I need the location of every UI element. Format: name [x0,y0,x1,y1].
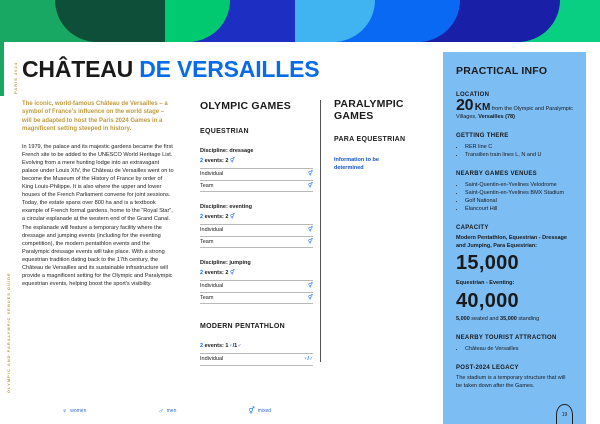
events-num: /1 [232,343,238,349]
list-item: • Élancourt Hill [465,205,573,213]
event-name: Individual [200,356,224,363]
men-icon: ♂ [237,343,242,349]
column-divider [320,100,321,362]
table-row [200,293,313,305]
events-label: events: [204,214,224,220]
legend-mixed [248,407,271,415]
men-icon: ♂ [158,407,164,415]
events-line [200,270,313,276]
discipline-jumping [200,260,313,304]
practical-info-panel [443,52,586,424]
page-number-badge [556,404,573,424]
paralympic-games-heading: PARALYMPIC GAMES [334,98,404,122]
mixed-gender-icon: ⚥ [308,294,313,301]
mixed-gender-icon: ⚥ [229,158,235,164]
event-name: Team [200,182,214,189]
event-name: Individual [200,171,224,178]
capacity-heading: CAPACITY [456,225,489,231]
discipline-dressage [200,148,313,192]
events-num: 2 [225,158,229,164]
mixed-gender-icon: ⚥ [308,182,313,189]
body-paragraph: In 1979, the palace and its majestic gardens became the first French site to be added to the UNESCO World Heritage List. Evolving from a mere hunting lodge into an extravagant palace under Louis XIV, the Château de Versailles went on to become the Museum of the History of France by order of King Louis-Philippe. It is also where the upper and lower houses of the French Parliament convene for joint sessions. Today, the estate spans over 800 ha and is a textbook example of French formal gardens, home to the “Royal Star”, a circular esplanade at the western end of the Grand Canal. The esplanade will feature a temporary facility where the dressage and jumping events (including for the eventing competition), the modern pentathlon events and the Paralympic dressage events will take place. With a strong equestrian tradition dating back to the 17th century, the Château de Versailles and its sustainable infrastructure will provide a magnificent setting for the Olympic and Paralympic equestrian events, helping boost the sport's visibility. [22,143,174,288]
top-banner-graphic [0,0,600,42]
table-row [200,225,313,237]
page-number: 19 [561,412,568,418]
legacy-heading: POST-2024 LEGACY [456,365,519,371]
tourist-attraction-heading: NEARBY TOURIST ATTRACTION [456,335,557,341]
events-line [200,343,313,349]
nearby-venues-heading: NEARBY GAMES VENUES [456,171,537,177]
events-line [200,158,313,164]
mixed-gender-icon: ⚥ [308,227,313,234]
mixed-gender-icon: ⚥ [308,238,313,245]
list-item: • Saint-Quentin-en-Yvelines Velodrome [465,181,573,189]
page-title-blue: DE VERSAILLES [133,56,320,82]
location-text [456,97,573,121]
legend-men [158,408,176,415]
mixed-gender-icon: ⚥ [308,171,313,178]
events-count: 2 [200,214,204,220]
women-icon: ♀ [228,343,233,349]
women-men-icon: ♀/♂ [303,356,313,363]
page-title [22,56,319,83]
capacity-breakdown [456,316,573,324]
capacity-group2-label: Equestrian - Eventing: [456,280,515,286]
edge-text-guide: OLYMPIC AND PARALYMPIC VENUES GUIDE [6,272,11,393]
legend-women [62,408,86,415]
events-table [200,168,313,192]
mixed-gender-icon: ⚥ [229,270,235,276]
getting-there-list [456,143,573,159]
events-table [200,224,313,248]
description-column [22,100,174,288]
standing-count: 35,000 [500,315,517,322]
table-row [200,281,313,293]
table-row [200,237,313,249]
distance-value: 20 [456,97,474,114]
events-table [200,280,313,304]
olympic-games-heading: OLYMPIC GAMES [200,100,291,112]
events-num: 2 [225,270,229,276]
events-num: 2 [225,214,229,220]
events-table [200,353,313,366]
events-label: events: [204,158,224,164]
list-item: • Château de Versailles [465,345,573,353]
capacity-group2-value: 40,000 [456,289,519,312]
intro-paragraph: The iconic, world-famous Château de Versailles – a symbol of France's influence on the world stage – will be adapted to host the Paris 2024 Games in a magnificent setting steeped in history. [22,101,168,133]
list-item: • Saint-Quentin-en-Yvelines BMX Stadium [465,189,573,197]
gender-legend [62,407,271,415]
legend-label: men [166,408,177,414]
events-line [200,214,313,220]
events-label: events: [204,270,224,276]
distance-unit: KM [474,102,491,113]
discipline-label: Discipline: eventing [200,204,252,210]
events-count: 2 [200,158,204,164]
events-num: 1 [225,343,229,349]
location-heading: LOCATION [456,92,490,98]
events-count: 2 [200,270,204,276]
event-name: Team [200,238,214,245]
edge-text-paris-2024: PARIS 2024 [13,62,18,94]
list-item: • Transilien train lines L, N and U [465,151,573,159]
events-count: 2 [200,343,204,349]
mixed-gender-icon: ⚥ [308,283,313,290]
location-city: Versailles (78) [478,113,515,120]
table-row [200,169,313,181]
legend-label: mixed [257,408,272,414]
legacy-text: The stadium is a temporary structure that will be taken down after the Games. [456,375,566,389]
page-title-black: CHÂTEAU [22,56,134,82]
mixed-gender-icon: ⚥ [229,214,235,220]
modern-pentathlon-heading: MODERN PENTATHLON [200,323,285,330]
equestrian-heading: EQUESTRIAN [200,128,249,135]
breakdown-text: standing [516,315,540,322]
seated-count: 5,000 [456,315,470,322]
nearby-venues-list [456,181,573,213]
capacity-group1-label: Modern Pentathlon, Equestrian - Dressage and Jumping, Para Equestrian: [456,235,567,249]
table-row [200,181,313,193]
legend-label: women [70,408,87,414]
capacity-group1-value: 15,000 [456,252,519,274]
women-icon: ♀ [62,407,68,415]
olympic-games-column [200,100,313,366]
list-item: • Golf National [465,197,573,205]
practical-info-heading: PRACTICAL INFO [456,65,548,77]
event-name: Team [200,294,214,301]
tourist-attraction-list [456,345,573,353]
event-name: Individual [200,227,224,234]
event-name: Individual [200,283,224,290]
discipline-label: Discipline: jumping [200,260,251,266]
paralympic-note: Information to be determined [334,157,379,171]
para-equestrian-heading: PARA EQUESTRIAN [334,136,406,143]
discipline-label: Discipline: dressage [200,148,254,154]
list-item: • RER line C [465,143,573,151]
location-detail: from the Olympic and Paralympic Villages, [456,106,573,120]
events-label: events: [204,343,224,349]
mixed-gender-icon: ⚥ [248,408,255,415]
breakdown-text: seated and [469,315,501,322]
modern-pentathlon-section [200,323,313,366]
table-row [200,354,313,366]
discipline-eventing [200,204,313,248]
getting-there-heading: GETTING THERE [456,133,509,139]
paralympic-games-column [334,98,430,172]
